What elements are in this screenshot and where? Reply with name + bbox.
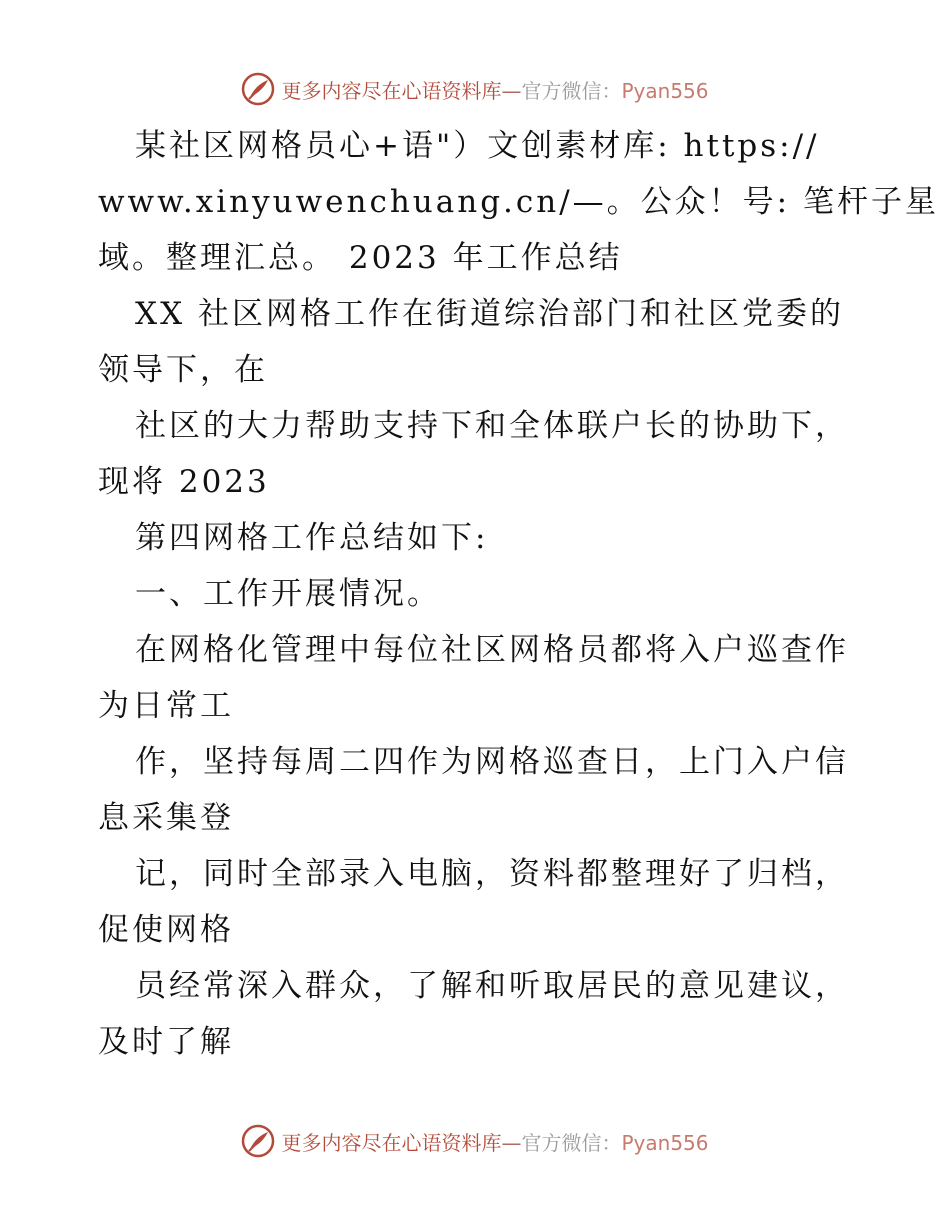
watermark-wechat-label: 官方微信： bbox=[521, 78, 622, 103]
text-line: 作，坚持每周二四作为网格巡查日，上门入户信 bbox=[135, 744, 849, 780]
text-line: 一、工作开展情况。 bbox=[135, 576, 441, 612]
watermark-dash: — bbox=[501, 78, 522, 103]
watermark-site: 更多内容尽在心语资料库 bbox=[281, 78, 502, 103]
quill-logo-icon bbox=[241, 1124, 275, 1158]
text-line: 及时了解 bbox=[98, 1024, 234, 1060]
text-line: 员经常深入群众，了解和听取居民的意见建议， bbox=[135, 968, 849, 1004]
watermark-wechat-label: 官方微信： bbox=[521, 1130, 622, 1155]
header-watermark bbox=[0, 72, 950, 106]
watermark-site: 更多内容尽在心语资料库 bbox=[281, 1130, 502, 1155]
text-line: 领导下，在 bbox=[98, 352, 268, 388]
text-line: 为日常工 bbox=[98, 688, 234, 724]
watermark-dash: — bbox=[501, 1130, 522, 1155]
quill-logo-icon bbox=[241, 72, 275, 106]
text-line: 域。整理汇总。 2023 年工作总结 bbox=[98, 240, 623, 276]
document-body bbox=[98, 118, 939, 1070]
text-line: www.xinyuwenchuang.cn/—。公众！号: 笔杆子星 bbox=[98, 184, 939, 220]
text-line: 现将 2023 bbox=[98, 464, 270, 500]
text-line: 第四网格工作总结如下: bbox=[135, 520, 489, 556]
text-line: 息采集登 bbox=[98, 800, 234, 836]
text-line: 社区的大力帮助支持下和全体联户长的协助下， bbox=[135, 408, 849, 444]
text-line: XX 社区网格工作在街道综治部门和社区党委的 bbox=[135, 296, 844, 332]
watermark-wechat-id: Pyan556 bbox=[621, 1130, 709, 1155]
text-line: 促使网格 bbox=[98, 912, 234, 948]
text-line: 某社区网格员心+语"）文创素材库: https:// bbox=[135, 128, 820, 164]
watermark-wechat-id: Pyan556 bbox=[621, 78, 709, 103]
watermark-text bbox=[281, 75, 708, 104]
watermark-text bbox=[281, 1127, 708, 1156]
text-line: 在网格化管理中每位社区网格员都将入户巡查作 bbox=[135, 632, 849, 668]
text-line: 记，同时全部录入电脑，资料都整理好了归档， bbox=[135, 856, 849, 892]
footer-watermark bbox=[0, 1124, 950, 1158]
